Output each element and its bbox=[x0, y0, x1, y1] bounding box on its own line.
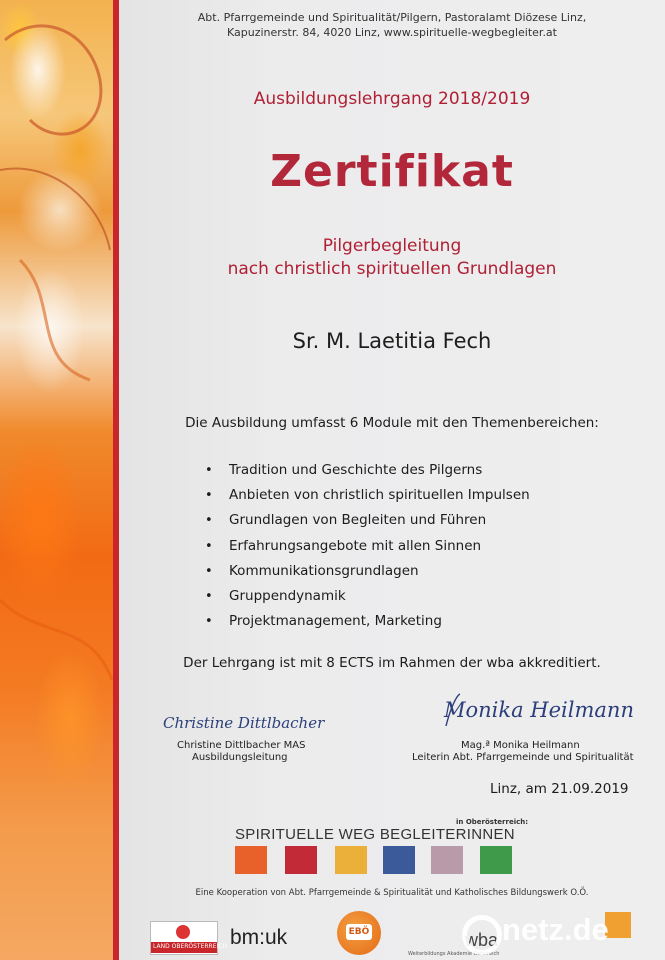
spirituelle-weg-logo-title: SPIRITUELLE WEG BEGLEITERINNEN bbox=[235, 826, 515, 843]
signature-left: Christine Dittlbacher bbox=[163, 714, 325, 732]
module-item: • Tradition und Geschichte des Pilgerns bbox=[205, 458, 530, 483]
artwork-strokes-icon bbox=[0, 0, 113, 960]
logo-square-yellow bbox=[335, 846, 367, 874]
cooperation-note: Eine Kooperation von Abt. Pfarrgemeinde & Spiritualität und Katholisches Bildungswerk O.Ö. bbox=[195, 888, 589, 898]
certificate-title: Zertifikat bbox=[270, 146, 514, 197]
module-item: • Kommunikationsgrundlagen bbox=[205, 559, 530, 584]
partner-logo-square bbox=[605, 912, 631, 938]
bmuk-logo: bm:uk bbox=[230, 926, 288, 949]
place-date: Linz, am 21.09.2019 bbox=[490, 781, 629, 797]
module-item: • Erfahrungsangebote mit allen Sinnen bbox=[205, 534, 530, 559]
logo-square-blue bbox=[383, 846, 415, 874]
decorative-artwork bbox=[0, 0, 113, 960]
module-item: • Grundlagen von Begleiten und Führen bbox=[205, 508, 530, 533]
signatory-left-name: Christine Dittlbacher MAS bbox=[177, 740, 306, 751]
wba-subtitle: Weiterbildungs Akademie Österreich bbox=[408, 951, 500, 957]
watermark-circle-icon bbox=[462, 915, 502, 955]
modules-intro: Die Ausbildung umfasst 6 Module mit den Themenbereichen: bbox=[185, 415, 599, 431]
wba-logo: wba bbox=[465, 930, 499, 950]
signatory-right-name: Mag.ª Monika Heilmann bbox=[461, 740, 580, 751]
ebo-text: EBÖ bbox=[346, 924, 372, 940]
module-item: • Gruppendynamik bbox=[205, 584, 530, 609]
header-address-line1: Abt. Pfarrgemeinde und Spiritualität/Pilgern, Pastoralamt Diözese Linz, bbox=[197, 11, 587, 24]
accreditation-note: Der Lehrgang ist mit 8 ECTS im Rahmen der wba akkreditiert. bbox=[183, 655, 601, 671]
logo-tagline: in Oberösterreich: bbox=[456, 818, 529, 826]
logo-square-green bbox=[480, 846, 512, 874]
module-item: • Projektmanagement, Marketing bbox=[205, 609, 530, 634]
signature-right: Monika Heilmann bbox=[444, 698, 634, 722]
subtitle-line2: nach christlich spirituellen Grundlagen bbox=[227, 259, 557, 279]
signatory-right-role: Leiterin Abt. Pfarrgemeinde und Spiritualität bbox=[412, 752, 634, 763]
course-title: Ausbildungslehrgang 2018/2019 bbox=[253, 89, 531, 109]
recipient-name: Sr. M. Laetitia Fech bbox=[292, 329, 492, 353]
land-ooe-text: LAND OBERÖSTERREICH bbox=[153, 943, 227, 950]
subtitle-line1: Pilgerbegleitung bbox=[322, 236, 462, 256]
signatory-left-role: Ausbildungsleitung bbox=[192, 752, 288, 763]
watermark-text: netz.de bbox=[502, 912, 609, 947]
logo-square-mauve bbox=[431, 846, 463, 874]
signature-flourish-icon bbox=[440, 690, 490, 730]
module-list bbox=[205, 458, 530, 634]
header-address-line2: Kapuzinerstr. 84, 4020 Linz, www.spirituelle-wegbegleiter.at bbox=[227, 26, 557, 39]
land-ooe-logo bbox=[150, 921, 227, 955]
module-item: • Anbieten von christlich spirituellen Impulsen bbox=[205, 483, 530, 508]
logo-square-orange bbox=[235, 846, 267, 874]
ebo-logo bbox=[337, 911, 381, 955]
logo-square-red bbox=[285, 846, 317, 874]
